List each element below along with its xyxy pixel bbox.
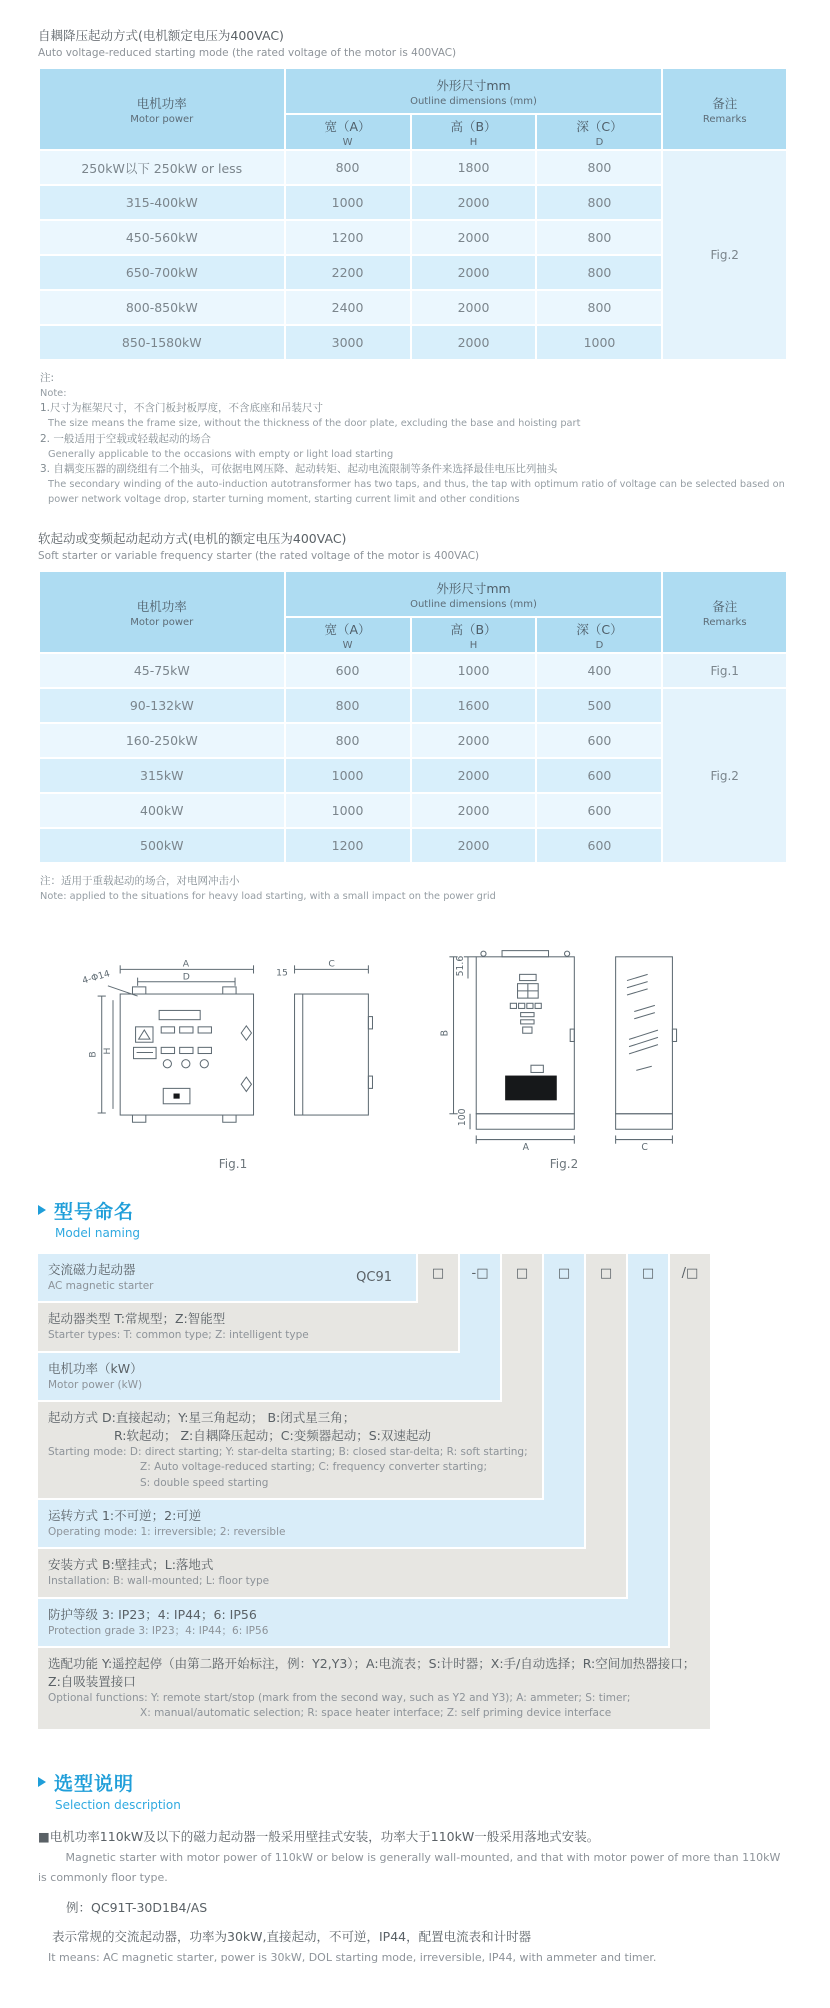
- header-zh: 高（B）: [450, 118, 497, 134]
- selection-p1-en: Magnetic starter with motor power of 110kW or below is generally wall-mounted, and that with motor power of more than 110kW is commonly floor type.: [38, 1851, 781, 1884]
- col-header-motor-power: [40, 572, 284, 652]
- cell-motor-power: 250kW以下 250kW or less: [40, 151, 284, 184]
- header-zh: 宽（A）: [324, 621, 371, 637]
- model-naming-heading-zh: 型号命名: [54, 1200, 135, 1223]
- model-row-en: Installation: B: wall-mounted; L: floor type: [48, 1575, 270, 1588]
- cell-width: 800: [286, 724, 410, 757]
- cell-depth: 800: [537, 256, 661, 289]
- figures-row: [78, 931, 788, 1171]
- header-zh: 高（B）: [450, 621, 497, 637]
- model-row-en: Starter types: T: common type; Z: intelligent type: [48, 1329, 309, 1342]
- cell-motor-power: 450-560kW: [40, 221, 284, 254]
- model-code-box: -□: [471, 1265, 489, 1281]
- header-zh: 备注: [712, 95, 738, 111]
- svg-text:C: C: [641, 1141, 648, 1153]
- floor-cabinet-starter-drawing: [424, 931, 704, 1153]
- note-item-en: The size means the frame size, without the thickness of the door plate, excluding the base and hoisting part: [48, 418, 581, 430]
- note-item-en: Generally applicable to the occasions with empty or light load starting: [48, 448, 394, 460]
- col-header-outline: [286, 572, 662, 616]
- cell-motor-power: 650-700kW: [40, 256, 284, 289]
- cell-motor-power: 500kW: [40, 829, 284, 862]
- cell-depth: 600: [537, 724, 661, 757]
- col-header-height: [412, 618, 536, 652]
- cell-depth: 800: [537, 221, 661, 254]
- model-naming-heading-en: Model naming: [55, 1225, 141, 1240]
- svg-text:D: D: [182, 971, 190, 983]
- figure-1: [78, 953, 388, 1171]
- selection-heading-zh: 选型说明: [54, 1772, 135, 1795]
- model-row-en: S: double speed starting: [140, 1476, 269, 1489]
- model-row-zh: 运转方式 1:不可逆；2:可逆: [48, 1507, 202, 1523]
- col-header-width: [286, 115, 410, 149]
- cell-motor-power: 800-850kW: [40, 291, 284, 324]
- notes-table2: [40, 874, 788, 904]
- cell-motor-power: 315kW: [40, 759, 284, 792]
- svg-text:A: A: [182, 958, 190, 970]
- col-header-height: [412, 115, 536, 149]
- header-en: D: [595, 639, 604, 651]
- section1-title-en: Auto voltage-reduced starting mode (the rated voltage of the motor is 400VAC): [38, 47, 457, 59]
- note-item-en: The secondary winding of the auto-induction autotransformer has two taps, and thus, the tap with optimum ratio of voltage can be selected based on power network voltage drop, starter turning moment, starting current limit and other conditions: [48, 479, 785, 505]
- model-row-text: [48, 1360, 490, 1393]
- header-zh: 备注: [712, 598, 738, 614]
- col-header-depth: [537, 115, 661, 149]
- cell-width: 800: [286, 689, 410, 722]
- model-row-label: [38, 1303, 458, 1350]
- cell-width: 2200: [286, 256, 410, 289]
- cell-height: 2000: [412, 291, 536, 324]
- model-row-text: [48, 1507, 574, 1540]
- cell-depth: 600: [537, 759, 661, 792]
- header-en: W: [342, 136, 353, 148]
- section2-title-en: Soft starter or variable frequency starter (the rated voltage of the motor is 400VAC): [38, 550, 480, 563]
- svg-text:15: 15: [276, 967, 288, 979]
- cell-height: 2000: [412, 326, 536, 359]
- model-column-stripe: [586, 1254, 626, 1597]
- model-row-text: [48, 1409, 532, 1491]
- selection-body: [38, 1826, 788, 1968]
- table-row: [40, 151, 786, 184]
- model-row-text: [48, 1261, 348, 1294]
- cell-depth: 1000: [537, 326, 661, 359]
- model-row-label: [38, 1549, 626, 1596]
- note-item-zh: 3. 自耦变压器的副绕组有二个抽头，可依据电网压降、起动转矩、起动电流限制等条件来选择最佳电压比列抽头: [40, 463, 558, 476]
- model-row-en: AC magnetic starter: [48, 1280, 154, 1292]
- model-prefix: QC91: [356, 1270, 392, 1286]
- soft-starter-dimension-table: [38, 570, 788, 864]
- model-row-zh: 防护等级 3: IP23；4: IP44；6: IP56: [48, 1606, 257, 1622]
- col-header-depth: [537, 618, 661, 652]
- note-label-zh: 注:: [40, 372, 55, 384]
- cell-height: 2000: [412, 221, 536, 254]
- cell-height: 1600: [412, 689, 536, 722]
- model-row-en: Z: Auto voltage-reduced starting; C: frequency converter starting;: [140, 1461, 487, 1474]
- svg-text:C: C: [328, 958, 335, 970]
- header-zh: 外形尺寸mm: [436, 580, 511, 596]
- cell-height: 2000: [412, 759, 536, 792]
- selection-heading: [38, 1769, 788, 1796]
- header-zh: 宽（A）: [324, 118, 371, 134]
- header-en: Remarks: [702, 113, 747, 125]
- cell-width: 800: [286, 151, 410, 184]
- wall-mounted-starter-drawing: [78, 953, 388, 1153]
- col-header-outline: [286, 69, 662, 113]
- model-row-text: [48, 1556, 616, 1589]
- model-row-label: [38, 1599, 668, 1646]
- cell-height: 1800: [412, 151, 536, 184]
- header-en: H: [469, 639, 478, 651]
- cell-motor-power: 315-400kW: [40, 186, 284, 219]
- selection-p1-zh: ■电机功率110kW及以下的磁力起动器一般采用壁挂式安装，功率大于110kW一般采用落地式安装。: [38, 1828, 600, 1844]
- model-row-en: Operating mode: 1: irreversible; 2: reversible: [48, 1525, 286, 1538]
- header-zh: 外形尺寸mm: [436, 77, 511, 93]
- header-en: H: [469, 136, 478, 148]
- model-row-zh: 电机功率（kW）: [48, 1360, 143, 1376]
- cell-width: 2400: [286, 291, 410, 324]
- header-zh: 电机功率: [136, 95, 187, 111]
- model-code-box: /□: [681, 1265, 699, 1281]
- section1-title: [38, 26, 788, 59]
- cell-depth: 500: [537, 689, 661, 722]
- header-en: D: [595, 136, 604, 148]
- cell-width: 600: [286, 654, 410, 687]
- selection-p2-en: It means: AC magnetic starter, power is 30kW, DOL starting mode, irreversible, IP44, with ammeter and timer.: [48, 1951, 657, 1965]
- model-code-box: □: [599, 1265, 613, 1281]
- model-code-box: □: [431, 1265, 445, 1281]
- col-header-width: [286, 618, 410, 652]
- svg-text:4-Φ14: 4-Φ14: [81, 968, 112, 987]
- note2-zh: 注：适用于重载起动的场合，对电网冲击小: [40, 875, 240, 888]
- note-item-zh: 2. 一般适用于空载或轻载起动的场合: [40, 432, 211, 445]
- col-header-remarks: [663, 572, 786, 652]
- header-en: Outline dimensions (mm): [410, 95, 537, 107]
- cell-motor-power: 160-250kW: [40, 724, 284, 757]
- cell-depth: 800: [537, 291, 661, 324]
- cell-height: 2000: [412, 256, 536, 289]
- model-row-text: [48, 1310, 448, 1343]
- triangle-bullet-icon: [38, 1205, 46, 1215]
- notes-table1: [40, 371, 788, 507]
- header-en: Motor power: [130, 616, 194, 628]
- model-row-zh: 交流磁力起动器: [48, 1261, 136, 1277]
- cell-width: 1000: [286, 759, 410, 792]
- cell-depth: 800: [537, 151, 661, 184]
- model-column-stripe: [628, 1254, 668, 1646]
- model-code-box: □: [557, 1265, 571, 1281]
- model-row-zh: 选配功能 Y:遥控起停（由第二路开始标注，例：Y2,Y3）；A:电流表；S:计时器；X:手/自动选择；R:空间加热器接口；Z:自吸装置接口: [48, 1655, 696, 1689]
- svg-text:H: H: [101, 1047, 113, 1055]
- figure-2: [424, 931, 704, 1171]
- cell-motor-power: 850-1580kW: [40, 326, 284, 359]
- cell-height: 1000: [412, 654, 536, 687]
- cell-height: 2000: [412, 724, 536, 757]
- svg-text:B: B: [439, 1029, 451, 1037]
- cell-width: 1200: [286, 829, 410, 862]
- model-row-en: Starting mode: D: direct starting; Y: star-delta starting; B: closed star-delta; R: soft starting;: [48, 1446, 528, 1459]
- model-row-zh: R:软起动； Z:自耦降压起动；C:变频器起动；S:双速起动: [114, 1428, 431, 1444]
- header-zh: 电机功率: [136, 598, 187, 614]
- header-en: W: [342, 639, 353, 651]
- selection-p2-zh: 表示常规的交流起动器，功率为30kW,直接起动，不可逆，IP44，配置电流表和计时器: [52, 1928, 532, 1944]
- header-en: Motor power: [130, 113, 194, 125]
- table-row: [40, 689, 786, 722]
- header-zh: 深（C）: [576, 621, 623, 637]
- model-naming-table: [38, 1254, 710, 1729]
- svg-text:A: A: [522, 1141, 530, 1153]
- svg-text:B: B: [87, 1051, 99, 1058]
- section2-title: [38, 529, 788, 562]
- model-row-label: [38, 1402, 542, 1498]
- model-code-box: □: [515, 1265, 529, 1281]
- cell-height: 2000: [412, 186, 536, 219]
- model-row-label: [38, 1500, 584, 1547]
- model-row-en: Motor power (kW): [48, 1378, 143, 1391]
- col-header-motor-power: [40, 69, 284, 149]
- cell-width: 1000: [286, 794, 410, 827]
- model-row-label: [38, 1648, 710, 1729]
- cell-height: 2000: [412, 794, 536, 827]
- cell-width: 1000: [286, 186, 410, 219]
- table-row: [40, 654, 786, 687]
- header-en: Outline dimensions (mm): [410, 598, 537, 610]
- model-row-zh: 起动方式 D:直接起动；Y:星三角起动； B:闭式星三角；: [48, 1409, 356, 1425]
- cell-depth: 600: [537, 829, 661, 862]
- col-header-remarks: [663, 69, 786, 149]
- model-row-en: Protection grade 3: IP23；4: IP44；6: IP56: [48, 1624, 269, 1637]
- cell-width: 1200: [286, 221, 410, 254]
- model-row-label: [38, 1353, 500, 1400]
- cell-remark: Fig.2: [663, 689, 786, 862]
- cell-motor-power: 45-75kW: [40, 654, 284, 687]
- note-item-zh: 1.尺寸为框架尺寸，不含门板封板厚度，不含底座和吊装尺寸: [40, 402, 324, 415]
- section1-title-zh: 自耦降压起动方式(电机额定电压为400VAC): [38, 28, 284, 43]
- triangle-bullet-icon: [38, 1777, 46, 1787]
- note2-en: Note: applied to the situations for heavy load starting, with a small impact on the power grid: [40, 891, 496, 903]
- section2-title-zh: 软起动或变频起动起动方式(电机的额定电压为400VAC): [38, 531, 347, 547]
- cell-depth: 800: [537, 186, 661, 219]
- model-row-en: Optional functions: Y: remote start/stop (mark from the second way, such as Y2 and Y3); A: ammeter; S: timer;: [48, 1692, 631, 1705]
- selection-example: 例：QC91T-30D1B4/AS: [66, 1899, 208, 1915]
- cell-depth: 600: [537, 794, 661, 827]
- cell-remark: Fig.1: [663, 654, 786, 687]
- selection-heading-en: Selection description: [55, 1797, 181, 1812]
- model-row-zh: 安装方式 B:壁挂式；L:落地式: [48, 1557, 214, 1573]
- svg-text:51.6: 51.6: [454, 955, 466, 977]
- cell-motor-power: 400kW: [40, 794, 284, 827]
- model-row-zh: 起动器类型 T:常规型；Z:智能型: [48, 1311, 226, 1327]
- note-label-en: Note:: [40, 387, 67, 399]
- header-en: Remarks: [702, 616, 747, 628]
- cell-width: 3000: [286, 326, 410, 359]
- header-zh: 深（C）: [576, 118, 623, 134]
- model-row-en: X: manual/automatic selection; R: space heater interface; Z: self priming device interface: [140, 1707, 612, 1720]
- auto-voltage-dimension-table: [38, 67, 788, 361]
- model-row-text: [48, 1655, 700, 1722]
- model-row-label: [38, 1254, 416, 1301]
- cell-motor-power: 90-132kW: [40, 689, 284, 722]
- cell-depth: 400: [537, 654, 661, 687]
- model-code-box: □: [641, 1265, 655, 1281]
- figure-1-caption: Fig.1: [218, 1156, 248, 1171]
- cell-remark: Fig.2: [663, 151, 786, 359]
- model-row-text: [48, 1606, 658, 1639]
- cell-height: 2000: [412, 829, 536, 862]
- svg-text:100: 100: [456, 1108, 468, 1127]
- figure-2-caption: Fig.2: [549, 1156, 579, 1171]
- model-naming-heading: [38, 1197, 788, 1224]
